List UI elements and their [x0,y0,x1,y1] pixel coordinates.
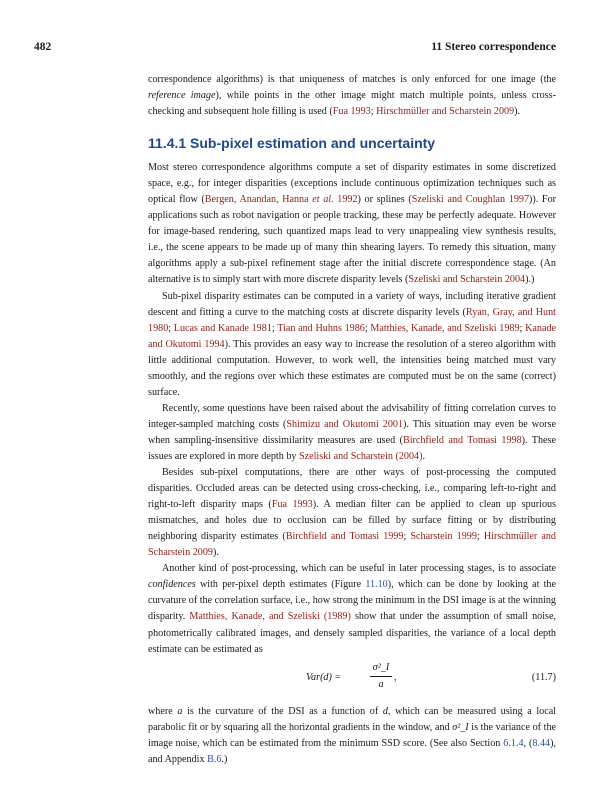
text: ).) [525,274,535,286]
text: where [148,705,178,717]
paragraph [148,160,556,288]
text: show that under the assumption of small noise, photometrically calibrated images, and densely sampled disparities, the variance of a local depth estimate can be estimated as [148,611,556,655]
paragraph: Besides sub-pixel computations, there are other ways of post-processing the computed disparities. Occluded areas can be detected using cross-checking, i.e., comparing left-to-right and right-to-left disparity maps (Fua 1993). A median filter can be applied to clean up spurious mismatches, and holes due to occlusion can be filled by surface fitting or by distributing neighboring disparity estimates (Birchfield and Tomasi 1999; Scharstein 1999; Hirschmüller and Scharstein 2009). [148,467,557,559]
text: )). For applications such as robot navigation or people tracking, these may be perfectly adequate. However for image-based rendering, such quantized maps lead to very unappealing view synthesis results, i.e., the scene appears to be made up of many thin shearing layers. To remedy this situation, many algorithms apply a sub-pixel refinement stage after the initial discrete correspondence stage. (An alternative is to simply start with more discrete disparity levels ( [148,194,557,286]
equation-lhs: Var(d) = [306,671,342,683]
equation-11-7 [148,660,556,698]
text: is the variance of the image noise, which can be estimated from the minimum SSD score. (See also Section [148,721,556,749]
equation-denominator: a [378,678,384,690]
text: .) [221,753,228,765]
text: ). This situation may even be worse when sampling-insensitive dissimilarity measures are used ( [148,418,556,446]
paragraph: Sub-pixel disparity estimates can be computed in a variety of ways, including iterative gradient descent and fitting a curve to the matching costs at discrete disparity levels (Ryan, Gray, and Hunt 1980; Lucas and Kanade 1981; Tian and Huhns 1986; Matthies, Kanade, and Szeliski 1989; Kanade and Okutomi 1994). This provides an easy way to increase the resolution of a stereo algorithm with little additional computation. However, to work well, the intensities being matched must vary smoothly, and the regions over which these estimates are computed must be on the same (correct) surface. [148,290,556,398]
text: , ( [523,737,533,749]
equation-comma: , [394,671,397,683]
text: with per-pixel depth estimates (Figure [195,579,366,591]
running-title: 11 Stereo correspondence [431,41,556,53]
emphasis: reference image [148,90,216,102]
text: Besides sub-pixel computations, there are other ways of post-processing the computed disparities. Occluded areas can be detected using cross-checking, i.e., comparing left-to-right and right-to-left disparity maps ( [148,467,556,511]
paragraph-continued [148,72,556,120]
citation-link[interactable]: Lucas and Kanade 1981 [173,322,272,334]
text: Recently, some questions have been raised about the advisability of fitting correlation curves to integer-sampled matching costs ( [148,402,556,430]
section-link[interactable]: 6.1.4 [503,737,524,749]
text: ). A median filter can be applied to clean up spurious mismatches, and holes due to occlusion can be filled by surface fitting or by distributing neighboring disparity estimates ( [148,499,557,543]
text: ) or splines ( [357,194,412,206]
equation-link[interactable]: 8.44 [532,737,551,749]
page-body [148,72,556,768]
emphasis: confidences [148,579,196,591]
text: ). This provides an easy way to increase the resolution of a stereo algorithm with little additional computation. However, to work well, the intensities being matched must vary smoothly, and the regions over which these estimates are computed must be on the same (correct) surface. [148,338,556,398]
text: ). [212,547,219,559]
section-heading: 11.4.1 Sub-pixel estimation and uncertainty [148,135,436,152]
math-variable: a [177,705,183,717]
citation-link[interactable]: Fua 1993 [271,499,313,511]
text: ; [370,106,377,118]
text: ). These issues are explored in more depth by [148,434,556,462]
figure-link[interactable]: 11.10 [365,579,388,591]
citation-link[interactable]: Birchfield and Tomasi 1999 [285,531,404,543]
citation-link[interactable]: Hirschmüller and Scharstein 2009 [148,531,556,559]
text: Most stereo correspondence algorithms compute a set of disparity estimates in some discretized space, e.g., for integer disparities (exceptions include continuous optimization techniques such as optical flow ( [148,162,556,206]
text: Another kind of post-processing, which can be useful in later processing stages, is to associate [162,563,556,575]
citation-link[interactable]: Tian and Huhns 1986 [277,322,365,334]
citation-link[interactable]: Matthies, Kanade, and Szeliski 1989 [370,322,520,334]
math-variable: d [382,705,388,717]
citation-link[interactable]: Matthies, Kanade, and Szeliski (1989) [189,611,351,623]
citation-link[interactable]: Bergen, Anandan, Hanna et al. 1992 [204,194,358,206]
math-variable: σ²_I [452,721,469,733]
text: Sub-pixel disparity estimates can be computed in a variety of ways, including iterative gradient descent and fitting a curve to the matching costs at discrete disparity levels ( [148,290,556,318]
text: is the curvature of the DSI as a function of [182,705,383,717]
citation-link[interactable]: Fua 1993 [332,106,371,118]
citation-link[interactable]: Ryan, Gray, and Hunt 1980 [148,306,556,334]
paragraph [148,401,556,465]
paragraph [148,704,556,768]
text: ), and Appendix [148,737,556,765]
text: ), while points in the other image might match multiple points, unless cross-checking and subsequent hole filling is used ( [148,90,556,118]
text: ). [514,106,521,118]
citation-link[interactable]: Shimizu and Okutomi 2001 [286,418,404,430]
text: , which can be measured using a local parabolic fit or by squaring all the horizontal gradients in the window, and [148,705,556,733]
equation-numerator: σ²_I [370,660,392,677]
citation-link[interactable]: Szeliski and Scharstein (2004) [299,450,423,462]
citation-link[interactable]: Kanade and Okutomi 1994 [148,322,556,350]
page-number: 482 [34,41,52,53]
running-header [34,41,556,57]
text: ), which can be done by looking at the curvature of the correlation surface, i.e., how strong the minimum in the DSI image is at the winning disparity. [148,579,556,623]
citation-link[interactable]: Szeliski and Coughlan 1997 [411,194,530,206]
text: correspondence algorithms) is that uniqueness of matches is only enforced for one image (the [148,74,556,85]
equation-number: (11.7) [531,671,556,683]
citation-link[interactable]: Szeliski and Scharstein 2004 [408,274,526,286]
appendix-link[interactable]: B.6 [207,753,222,765]
text: . [422,450,425,462]
paragraph [148,561,556,657]
citation-link[interactable]: Scharstein 1999 [410,531,477,543]
equation-fraction [370,660,392,693]
citation-link[interactable]: Birchfield and Tomasi 1998 [402,434,522,446]
citation-link[interactable]: Hirschmüller and Scharstein 2009 [376,106,515,118]
